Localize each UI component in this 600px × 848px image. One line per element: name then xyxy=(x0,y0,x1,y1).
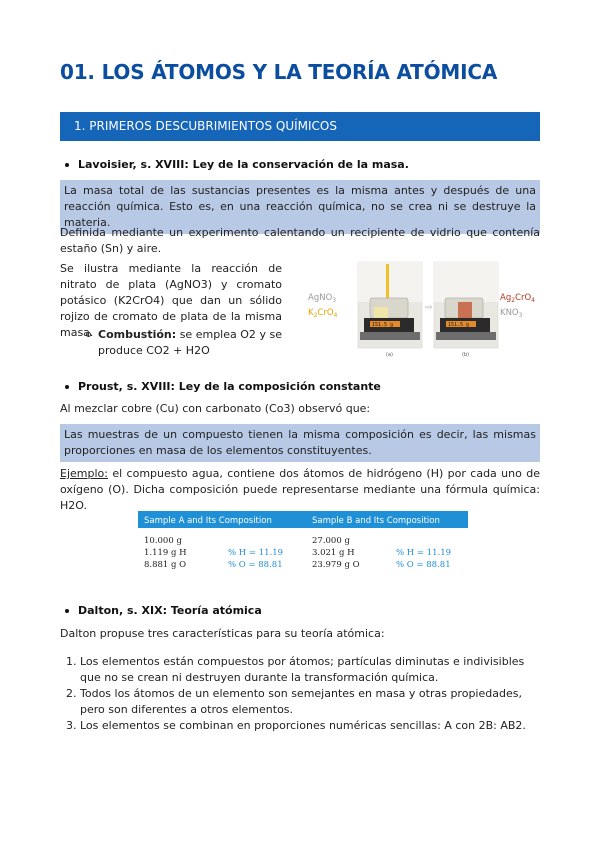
agno3-label: AgNO$_3$ xyxy=(308,293,337,304)
dalton-list xyxy=(66,654,542,734)
composition-table xyxy=(138,511,468,581)
k2cro4-label: $K_2CrO_4$ xyxy=(308,308,338,319)
lavoisier-paragraph-2: Se ilustra mediante la reacción de nitrato de plata (AgNO3) y cromato potásico (K2CrO4) que dan un sólido rojizo de cromato de plata de la misma masa. xyxy=(60,262,282,339)
lavoisier-paragraph-1: Definida mediante un experimento calentando un recipiente de vidrio que contenía estaño (Sn) y aire. xyxy=(60,226,540,255)
lavoisier-highlight: La masa total de las sustancias presentes es la misma antes y después de una reacción química. Esto es, en una reacción química, no se crea ni se destruye la materia. xyxy=(60,180,540,234)
scale-b-readout: 151.5 g xyxy=(448,322,470,328)
sample-b-o-percent: % O = 88.81 xyxy=(396,560,451,570)
sample-b-h: 3.021 g H xyxy=(312,548,355,558)
page-title: 01. LOS ÁTOMOS Y LA TEORÍA ATÓMICA xyxy=(60,60,498,84)
table-header-b: Sample B and Its Composition xyxy=(312,516,440,526)
sample-b-total: 27.000 g xyxy=(312,536,350,546)
dalton-heading: Dalton, s. XIX: Teoría atómica xyxy=(78,604,262,617)
proust-highlight: Las muestras de un compuesto tienen la misma composición es decir, las mismas proporciones en masa de los elementos constituyentes. xyxy=(60,424,540,462)
dalton-list-item: 1. Los elementos están compuestos por átomos; partículas diminutas e indivisibles que no se crean ni destruyen durante la transformación química. xyxy=(66,655,525,684)
photo-a xyxy=(358,262,422,348)
ag2cro4-label: $Ag_2CrO_4$ xyxy=(500,293,535,304)
photo-b xyxy=(434,262,498,348)
combustion-bullet xyxy=(98,327,282,359)
sample-b-o: 23.979 g O xyxy=(312,560,360,570)
reaction-figure xyxy=(306,260,546,360)
dalton-list-item: 3. Los elementos se combinan en proporciones numéricas sencillas: A con 2B: AB2. xyxy=(66,719,526,732)
lavoisier-heading: Lavoisier, s. XVIII: Ley de la conservación de la masa. xyxy=(78,158,409,171)
dalton-list-item: 2. Todos los átomos de un elemento son semejantes en masa y otras propiedades, pero son diferentes a otros elementos. xyxy=(66,687,522,716)
sample-a-o: 8.881 g O xyxy=(144,560,187,570)
sample-a-h-percent: % H = 11.19 xyxy=(228,548,284,558)
proust-example xyxy=(60,466,540,514)
example-text: el compuesto agua, contiene dos átomos de hidrógeno (H) por cada uno de oxígeno (O). Dicha composición puede representarse mediante una fórmula química: H2O. xyxy=(60,467,540,512)
combustion-text: se emplea O2 y se produce CO2 + H2O xyxy=(98,328,282,357)
scale-a-readout: 151.5 g xyxy=(372,322,394,328)
proust-heading: Proust, s. XVIII: Ley de la composición constante xyxy=(78,380,381,393)
dalton-paragraph-1: Dalton propuse tres características para su teoría atómica: xyxy=(60,627,385,640)
kno3-label: $KNO_3$ xyxy=(500,308,523,319)
combustion-label: Combustión: xyxy=(98,328,177,341)
caption-a: (a) xyxy=(386,352,393,358)
example-label: Ejemplo: xyxy=(60,467,108,480)
section-header: 1. PRIMEROS DESCUBRIMIENTOS QUÍMICOS xyxy=(60,112,540,141)
sample-a-total: 10.000 g xyxy=(144,536,182,546)
burette-icon xyxy=(386,264,389,298)
caption-b: (b) xyxy=(462,352,470,358)
table-header-a: Sample A and Its Composition xyxy=(144,516,272,526)
proust-paragraph-1: Al mezclar cobre (Cu) con carbonato (Co3) observó que: xyxy=(60,402,371,415)
sample-a-h: 1.119 g H xyxy=(144,548,187,558)
arrow-icon: ⇨ xyxy=(425,303,433,313)
sample-a-o-percent: % O = 88.81 xyxy=(228,560,283,570)
sample-b-h-percent: % H = 11.19 xyxy=(396,548,452,558)
